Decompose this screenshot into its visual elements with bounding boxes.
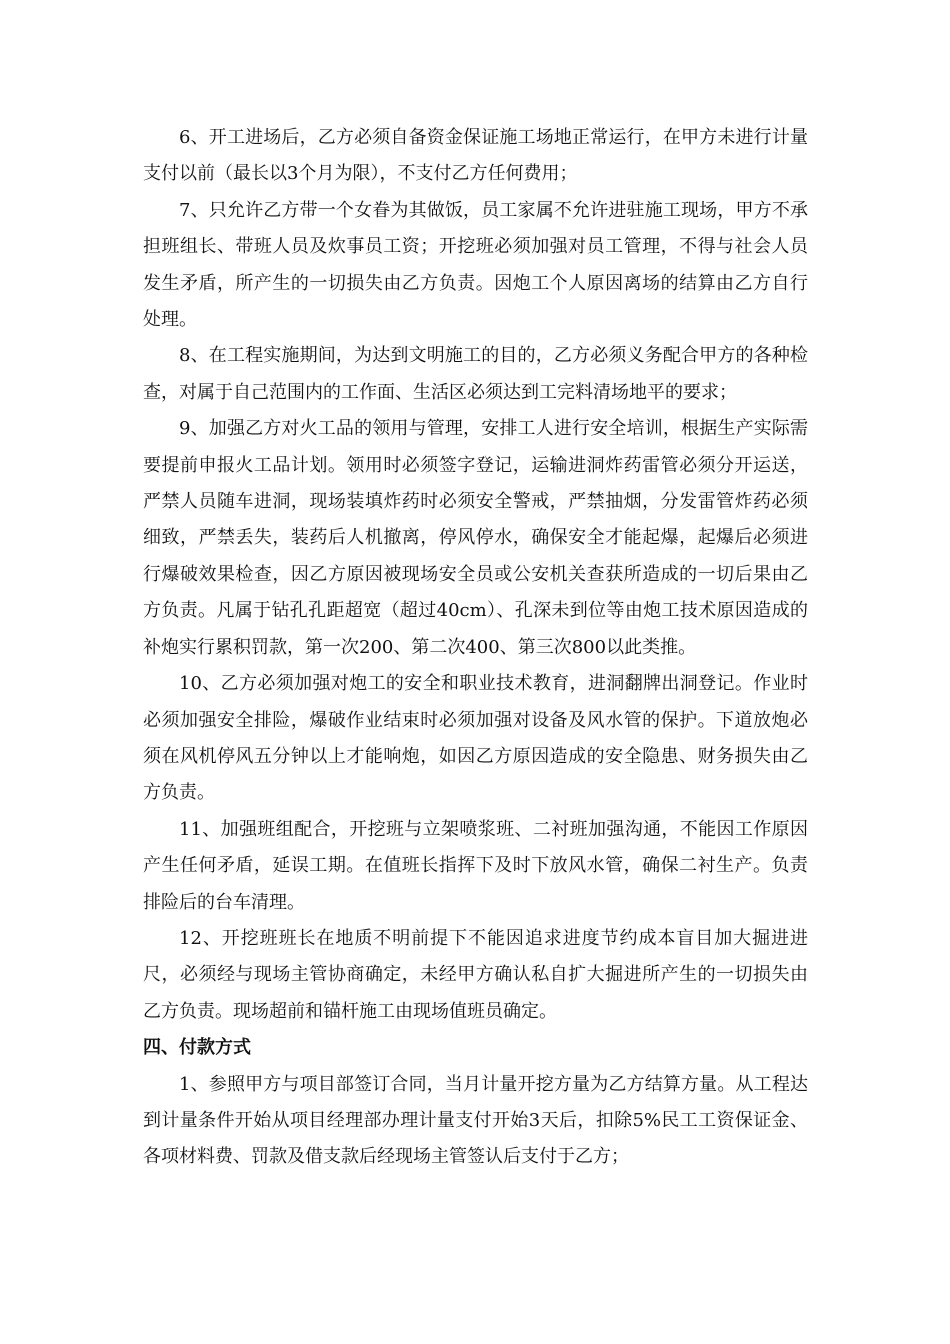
clause-7: 7、只允许乙方带一个女眷为其做饭，员工家属不允许进驻施工现场，甲方不承担班组长、带班人员及炊事员工资；开挖班必须加强对员工管理，不得与社会人员发生矛盾，所产生的一切损失由乙方负责。因炮工个人原因离场的结算由乙方自行处理。 <box>143 199 808 331</box>
clause-8: 8、在工程实施期间，为达到文明施工的目的，乙方必须义务配合甲方的各种检查，对属于自己范围内的工作面、生活区必须达到工完料清场地平的要求； <box>143 345 808 403</box>
clause-11: 11、加强班组配合，开挖班与立架喷浆班、二衬班加强沟通，不能因工作原因产生任何矛盾，延误工期。在值班长指挥下及时下放风水管，确保二衬生产。负责排险后的台车清理。 <box>143 818 808 913</box>
clause-9: 9、加强乙方对火工品的领用与管理，安排工人进行安全培训，根据生产实际需要提前申报火工品计划。领用时必须签字登记，运输进洞炸药雷管必须分开运送，严禁人员随车进洞，现场装填炸药时必须安全警戒，严禁抽烟，分发雷管炸药必须细致，严禁丢失，装药后人机撤离，停风停水，确保安全才能起爆，起爆后必须进行爆破效果检查，因乙方原因被现场安全员或公安机关查获所造成的一切后果由乙方负责。凡属于钻孔孔距超宽（超过40cm）、孔深未到位等由炮工技术原因造成的补炮实行累积罚款，第一次200、第二次400、第三次800以此类推。 <box>143 418 808 658</box>
clause-6: 6、开工进场后，乙方必须自备资金保证施工场地正常运行，在甲方未进行计量支付以前（最长以3个月为限），不支付乙方任何费用； <box>143 127 808 185</box>
section-heading-payment: 四、付款方式 <box>143 1037 251 1059</box>
payment-clause-1: 1、参照甲方与项目部签订合同，当月计量开挖方量为乙方结算方量。从工程达到计量条件开始从项目经理部办理计量支付开始3天后，扣除5%民工工资保证金、各项材料费、罚款及借支款后经现场主管签认后支付于乙方； <box>143 1073 808 1168</box>
clause-10: 10、乙方必须加强对炮工的安全和职业技术教育，进洞翻牌出洞登记。作业时必须加强安全排险，爆破作业结束时必须加强对设备及风水管的保护。下道放炮必须在风机停风五分钟以上才能响炮，如因乙方原因造成的安全隐患、财务损失由乙方负责。 <box>143 673 808 804</box>
document-body <box>143 120 808 1176</box>
clause-12: 12、开挖班班长在地质不明前提下不能因追求进度节约成本盲目加大掘进进尺，必须经与现场主管协商确定，未经甲方确认私自扩大掘进所产生的一切损失由乙方负责。现场超前和锚杆施工由现场值班员确定。 <box>143 927 808 1022</box>
